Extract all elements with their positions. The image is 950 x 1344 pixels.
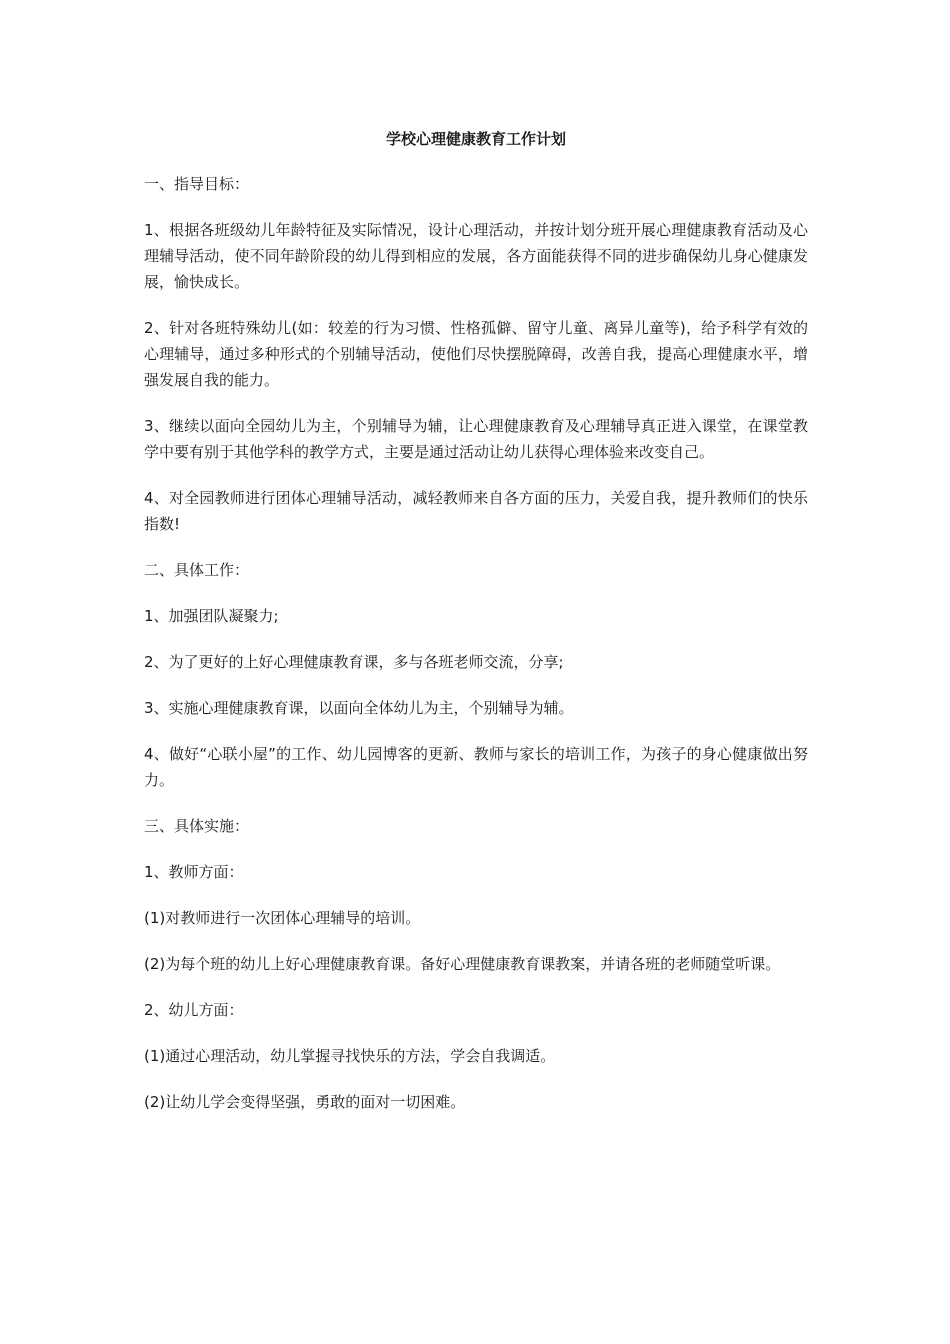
paragraph: 4、做好“心联小屋”的工作、幼儿园博客的更新、教师与家长的培训工作，为孩子的身心健康做出努力。 <box>144 745 808 789</box>
paragraph: 3、继续以面向全园幼儿为主，个别辅导为辅，让心理健康教育及心理辅导真正进入课堂，在课堂教学中要有别于其他学科的教学方式，主要是通过活动让幼儿获得心理体验来改变自己。 <box>144 417 808 461</box>
subsection-heading-children: 2、幼儿方面： <box>144 1001 244 1019</box>
paragraph: 2、针对各班特殊幼儿(如：较差的行为习惯、性格孤僻、留守儿童、离异儿童等)，给予科学有效的心理辅导，通过多种形式的个别辅导活动，使他们尽快摆脱障碍，改善自我，提高心理健康水平，增强发展自我的能力。 <box>144 319 808 389</box>
section-heading-specific-work: 二、具体工作： <box>144 561 250 579</box>
paragraph: 2、为了更好的上好心理健康教育课，多与各班老师交流，分享; <box>144 653 564 671</box>
paragraph: (2)让幼儿学会变得坚强，勇敢的面对一切困难。 <box>144 1093 466 1111</box>
paragraph: (1)对教师进行一次团体心理辅导的培训。 <box>144 909 421 927</box>
paragraph: (1)通过心理活动，幼儿掌握寻找快乐的方法，学会自我调适。 <box>144 1047 556 1065</box>
section-heading-guidance-goals: 一、指导目标： <box>144 175 250 193</box>
paragraph: 4、对全园教师进行团体心理辅导活动，减轻教师来自各方面的压力，关爱自我，提升教师们的快乐指数! <box>144 489 808 533</box>
paragraph: 1、加强团队凝聚力; <box>144 607 279 625</box>
paragraph: 3、实施心理健康教育课，以面向全体幼儿为主，个别辅导为辅。 <box>144 699 574 717</box>
subsection-heading-teachers: 1、教师方面： <box>144 863 244 881</box>
paragraph: 1、根据各班级幼儿年龄特征及实际情况，设计心理活动，并按计划分班开展心理健康教育活动及心理辅导活动，使不同年龄阶段的幼儿得到相应的发展，各方面能获得不同的进步确保幼儿身心健康发展，愉快成长。 <box>144 221 808 291</box>
document-title: 学校心理健康教育工作计划 <box>385 130 566 148</box>
document-body <box>144 126 808 1135</box>
paragraph: (2)为每个班的幼儿上好心理健康教育课。备好心理健康教育课教案，并请各班的老师随堂听课。 <box>144 955 781 973</box>
section-heading-implementation: 三、具体实施： <box>144 817 250 835</box>
